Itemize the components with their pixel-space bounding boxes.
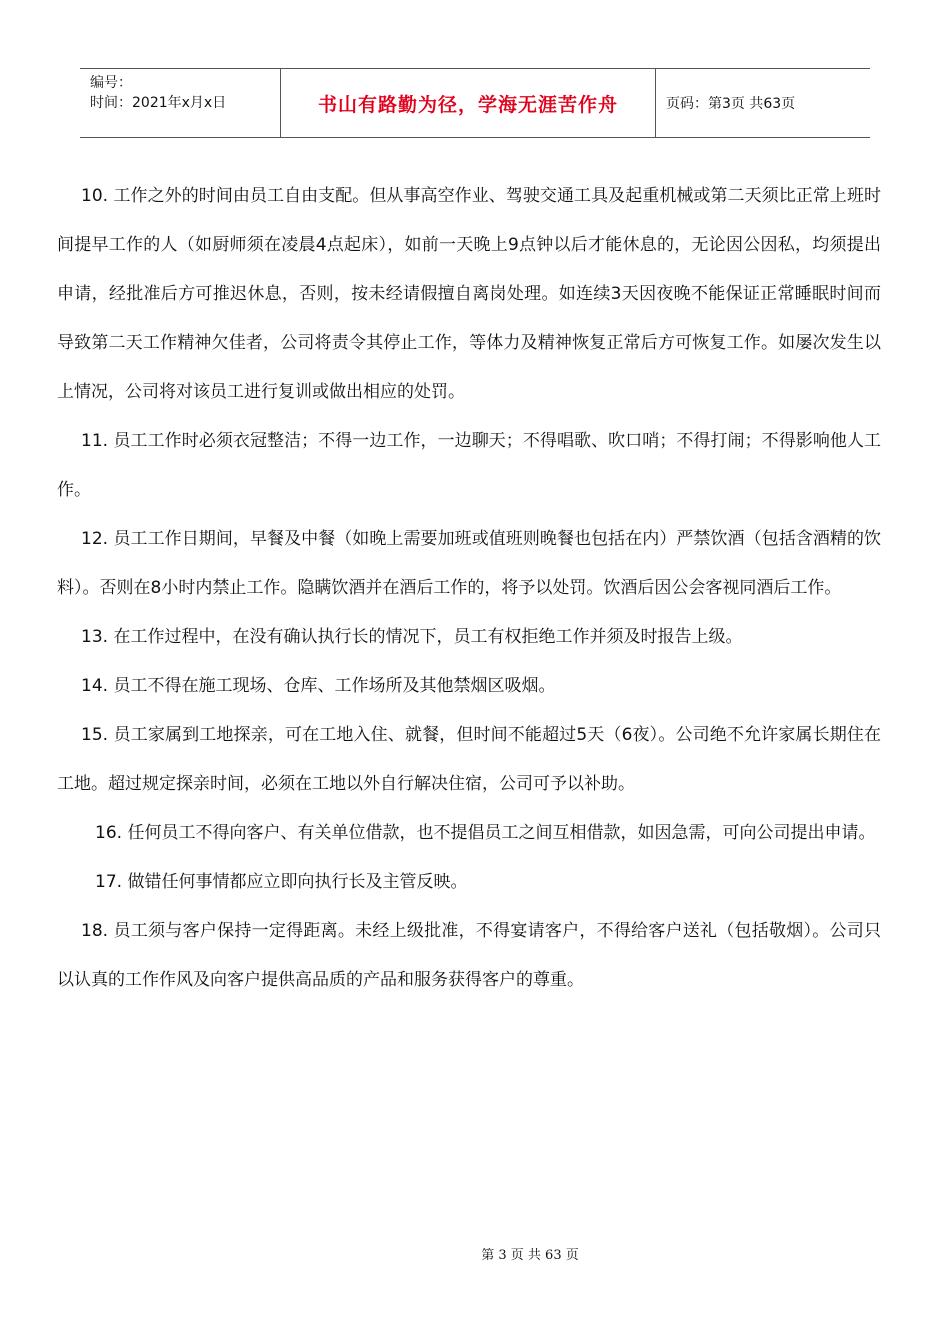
paragraph-11: 11. 员工工作时必须衣冠整洁；不得一边工作，一边聊天；不得唱歌、吹口哨；不得打闹；不得影响他人工作。: [57, 431, 881, 500]
paragraph-12: 12. 员工工作日期间，早餐及中餐（如晚上需要加班或值班则晚餐也包括在内）严禁饮酒（包括含酒精的饮料）。否则在8小时内禁止工作。隐瞒饮酒并在酒后工作的，将予以处罚。饮酒后因公会客视同酒后工作。: [57, 529, 881, 598]
page-header: [80, 68, 870, 138]
document-date: 时间：2021年x月x日: [90, 95, 227, 111]
paragraph-10: 10. 工作之外的时间由员工自由支配。但从事高空作业、驾驶交通工具及起重机械或第二天须比正常上班时间提早工作的人（如厨师须在凌晨4点起床），如前一天晚上9点钟以后才能休息的，无论因公因私，均须提出申请，经批准后方可推迟休息，否则，按未经请假擅自离岗处理。如连续3天因夜晚不能保证正常睡眠时间而导致第二天工作精神欠佳者，公司将责令其停止工作，等体力及精神恢复正常后方可恢复工作。如屡次发生以上情况，公司将对该员工进行复训或做出相应的处罚。: [57, 186, 881, 402]
paragraph-13: 13. 在工作过程中，在没有确认执行长的情况下，员工有权拒绝工作并须及时报告上级。: [81, 627, 743, 647]
header-motto: 书山有路勤为径，学海无涯苦作舟: [281, 69, 656, 137]
paragraph-14: 14. 员工不得在施工现场、仓库、工作场所及其他禁烟区吸烟。: [81, 676, 556, 696]
paragraph-16: 16. 任何员工不得向客户、有关单位借款，也不提倡员工之间互相借款，如因急需，可向公司提出申请。: [95, 823, 876, 843]
page-footer: 第 3 页 共 63 页: [481, 1248, 579, 1263]
paragraph-15: 15. 员工家属到工地探亲，可在工地入住、就餐，但时间不能超过5天（6夜）。公司绝不允许家属长期住在工地。超过规定探亲时间，必须在工地以外自行解决住宿，公司可予以补助。: [57, 725, 881, 794]
paragraph-18: 18. 员工须与客户保持一定得距离。未经上级批准，不得宴请客户，不得给客户送礼（包括敬烟）。公司只以认真的工作作风及向客户提供高品质的产品和服务获得客户的尊重。: [57, 921, 881, 990]
header-meta: [80, 69, 281, 137]
document-number-label: 编号：: [90, 75, 132, 91]
document-body: [57, 172, 881, 1005]
header-page-info: 页码：第3页 共63页: [666, 96, 796, 112]
paragraph-17: 17. 做错任何事情都应立即向执行长及主管反映。: [95, 872, 468, 892]
